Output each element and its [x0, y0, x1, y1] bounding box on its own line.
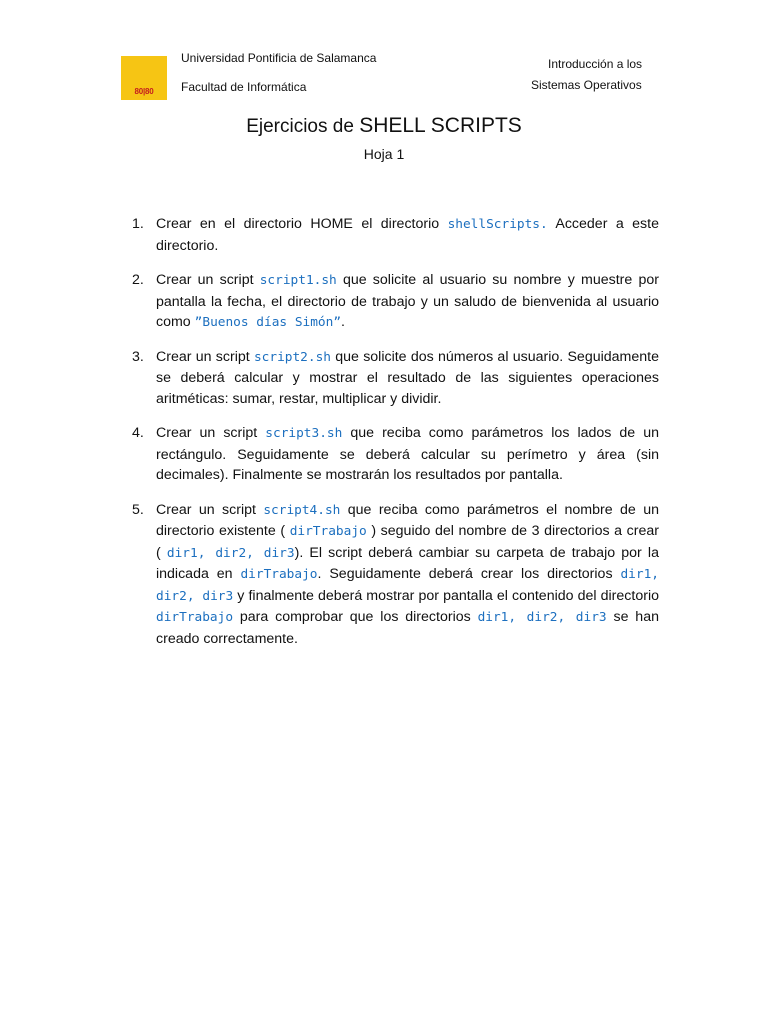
- exercise-text: ) seguido del nombre de 3 directorios a crear (: [156, 523, 659, 561]
- header-course-line2: Sistemas Operativos: [531, 78, 642, 92]
- logo-lettering: 80|80: [134, 87, 154, 96]
- title-prefix: Ejercicios de: [246, 116, 354, 137]
- page-subtitle: Hoja 1: [363, 146, 405, 162]
- exercise-list: [132, 214, 659, 649]
- exercise-item: [132, 500, 659, 650]
- code-term: script2.sh: [253, 349, 331, 365]
- exercise-number: 1.: [132, 216, 144, 232]
- code-term: ”Buenos días Simón”: [194, 315, 342, 330]
- exercise-text: Crear un script: [156, 272, 254, 288]
- exercise-text: . Seguidamente deberá crear los directorios: [317, 566, 613, 582]
- exercise-text: que solicite al usuario su nombre y muestre por pantalla la fecha, el directorio de trabajo y un saludo de bienvenida al usuario como: [156, 272, 659, 330]
- exercise-text: Acceder a este directorio.: [156, 216, 659, 254]
- exercise-text: para comprobar que los directorios: [239, 609, 471, 625]
- exercise-text: que reciba como parámetros el nombre de un directorio existente (: [156, 501, 659, 539]
- exercise-text: .: [341, 314, 345, 330]
- code-term: dirTrabajo: [156, 610, 234, 625]
- code-term: dirTrabajo: [289, 524, 367, 539]
- code-term: script3.sh: [265, 426, 343, 441]
- header-university: Universidad Pontificia de Salamanca: [181, 51, 377, 65]
- header-faculty: Facultad de Informática: [181, 80, 307, 94]
- exercise-text: ). El script deberá cambiar su carpeta de trabajo por la indicada en: [156, 544, 659, 582]
- code-term: dirTrabajo: [240, 567, 318, 582]
- exercise-text: Crear en el directorio HOME el directorio: [156, 216, 440, 232]
- code-term: script4.sh: [263, 502, 341, 518]
- exercise-number: 2.: [132, 272, 144, 288]
- title-emphasis: SHELL SCRIPTS: [359, 114, 522, 137]
- code-term: dir1, dir2, dir3: [166, 545, 295, 561]
- page-title: [0, 114, 768, 139]
- exercise-number: 5.: [132, 501, 144, 518]
- exercise-text: Crear un script: [156, 348, 250, 365]
- exercise-text: se han creado correctamente.: [156, 609, 659, 647]
- header-course-line1: Introducción a los: [548, 57, 643, 71]
- code-term: dir1, dir2, dir3: [156, 567, 659, 604]
- exercise-item: [132, 423, 659, 486]
- code-term: shellScripts.: [447, 217, 548, 232]
- exercise-text: que reciba como parámetros los lados de un rectángulo. Seguidamente se deberá calcular su perímetro y área (sin decimales). Finalmente se mostrarán los resultados por pantalla.: [156, 425, 659, 483]
- code-term: dir1, dir2, dir3: [477, 610, 607, 625]
- code-term: script1.sh: [259, 273, 337, 288]
- exercise-text: que solicite dos números al usuario. Seguidamente se deberá calcular y mostrar el resultado de las siguientes operaciones aritméticas: sumar, restar, multiplicar y dividir.: [156, 348, 659, 407]
- exercise-text: Crear un script: [156, 425, 258, 441]
- exercise-number: 3.: [132, 348, 144, 365]
- exercise-item: [132, 347, 659, 410]
- exercise-item: [132, 214, 659, 256]
- exercise-text: y finalmente deberá mostrar por pantalla el contenido del directorio: [237, 587, 659, 604]
- exercise-number: 4.: [132, 425, 144, 441]
- exercise-item: [132, 270, 659, 334]
- exercise-text: Crear un script: [156, 501, 256, 518]
- university-logo: [121, 56, 167, 100]
